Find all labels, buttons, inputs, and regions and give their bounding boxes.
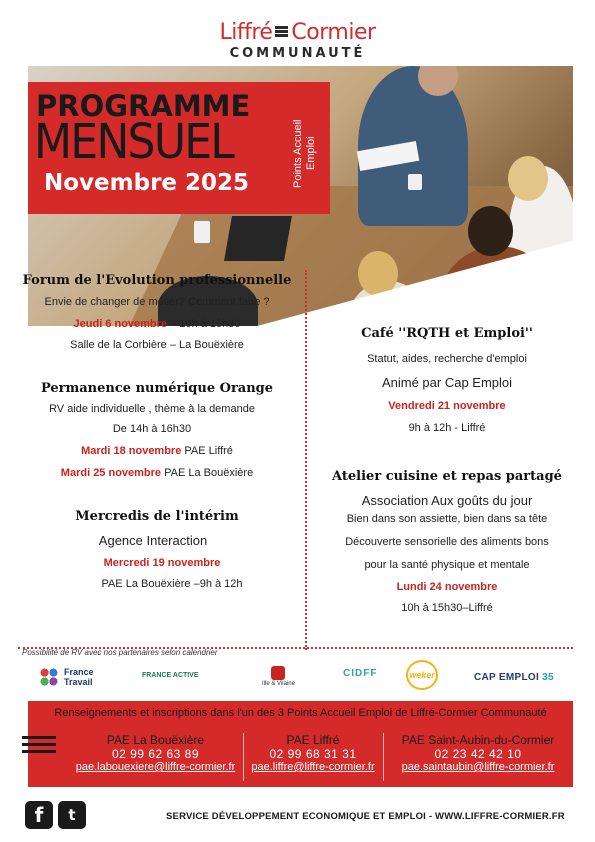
title-month: Novembre 2025 (44, 170, 250, 196)
forum-date: Jeudi 6 novembre (73, 318, 168, 330)
cafe-host: Animé par Cap Emploi (381, 375, 513, 390)
france-travail-text (64, 667, 94, 687)
interim-title: Mercredis de l'intérim (75, 509, 239, 524)
forum-place: Salle de la Corbière – La Bouëxière (70, 339, 244, 351)
atelier-desc-2: pour la santé physique et mentale (364, 559, 530, 571)
contact-title: Renseignements et inscriptions dans l'un des 3 Points Accueil Emploi de Liffré-Cormier Communauté (54, 707, 547, 719)
office-liffre (243, 733, 383, 773)
office-phone[interactable]: 02 23 42 42 10 (434, 747, 522, 761)
facebook-icon[interactable]: f (25, 801, 53, 829)
forum-title: Forum de l'Evolution professionnelle (22, 273, 292, 288)
service-footer[interactable]: SERVICE DÉVELOPPEMENT ECONOMIQUE ET EMPLOI - WWW.LIFFRE-CORMIER.FR (166, 811, 565, 822)
ille-vilaine-text: Ille & Vilaine (262, 681, 295, 687)
title-box (28, 82, 330, 214)
left-column (12, 273, 302, 590)
contact-band (28, 701, 573, 787)
column-divider (305, 270, 307, 650)
title-mensuel: MENSUEL (34, 114, 234, 170)
atelier-time: 10h à 15h30–Liffré (401, 602, 493, 614)
permanence-slot-2 (12, 467, 302, 479)
logo-communaute: COMMUNAUTÉ (229, 46, 366, 61)
weker-logo: weker (406, 660, 438, 690)
interim-date: Mercredi 19 novembre (103, 557, 221, 569)
twitter-icon[interactable]: t (58, 801, 86, 829)
title-pae-line2: Emploi (305, 136, 317, 170)
forum-datetime (12, 318, 302, 330)
cap-emploi-logo (474, 672, 554, 683)
office-saint-aubin (383, 733, 573, 773)
brand-logo (0, 20, 595, 61)
partner-logos (0, 660, 595, 698)
permanence-date-2: Mardi 25 novembre (60, 467, 162, 479)
permanence-hours: De 14h à 16h30 (112, 423, 192, 435)
permanence-place-2: PAE La Bouëxière (161, 467, 254, 479)
office-phone[interactable]: 02 99 68 31 31 (269, 747, 357, 761)
office-la-bouexiere (28, 733, 243, 773)
forum-subtitle: Envie de changer de métier? Comment faire ? (44, 296, 270, 308)
office-name: PAE Liffré (286, 733, 340, 747)
france-active-logo: FRANCE ACTIVE (142, 672, 199, 679)
france-travail-line2: Travail (64, 677, 93, 687)
atelier-desc-1: Découverte sensorielle des aliments bons (345, 536, 549, 548)
permanence-place-1: PAE Liffré (181, 445, 233, 457)
cafe-desc: Statut, aides, recherche d'emploi (367, 353, 527, 365)
office-email-link[interactable]: pae.labouexiere@liffre-cormier.fr (75, 761, 236, 773)
office-name: PAE Saint-Aubin-du-Cormier (401, 733, 555, 747)
logo-equals-icon (275, 26, 288, 37)
atelier-title: Atelier cuisine et repas partagé (332, 469, 562, 484)
forum-time: – 16h à 19h30 (167, 318, 241, 330)
ille-vilaine-icon (271, 666, 285, 680)
office-email-link[interactable]: pae.saintaubin@liffre-cormier.fr (401, 761, 555, 773)
france-travail-logo (38, 666, 94, 688)
logo-wordmark (0, 20, 595, 45)
brand-bars-icon (22, 736, 56, 754)
partner-note: Possibilité de RV avec nos partenaires selon calendrier (22, 648, 218, 657)
ille-vilaine-logo (262, 666, 295, 687)
cidff-logo: CIDFF (343, 668, 378, 679)
atelier-date: Lundi 24 novembre (396, 581, 498, 593)
cap-emploi-number: 35 (542, 672, 554, 683)
interim-agency: Agence Interaction (98, 533, 208, 548)
permanence-desc: RV aide individuelle , thème à la demande (49, 403, 255, 415)
right-column (312, 326, 582, 614)
cafe-date: Vendredi 21 novembre (388, 400, 506, 412)
atelier-assoc: Association Aux goûts du jour (361, 493, 533, 508)
office-phone[interactable]: 02 99 62 63 89 (111, 747, 200, 761)
cafe-time: 9h à 12h - Liffré (408, 422, 486, 434)
cafe-title: Café ''RQTH et Emploi'' (361, 326, 533, 341)
cap-emploi-text: CAP EMPLOI (474, 672, 540, 683)
france-travail-line1: France (64, 667, 94, 677)
title-points-accueil-emploi (282, 90, 342, 200)
permanence-date-1: Mardi 18 novembre (81, 445, 182, 457)
title-programme: PROGRAMME (36, 89, 251, 123)
permanence-title: Permanence numérique Orange (40, 381, 274, 396)
office-email-link[interactable]: pae.liffre@liffre-cormier.fr (251, 761, 375, 773)
logo-cormier: Cormier (291, 20, 376, 45)
interim-place: PAE La Bouëxière –9h à 12h (101, 578, 243, 590)
france-travail-icon (38, 666, 60, 688)
logo-liffre: Liffré (219, 20, 273, 45)
office-name: PAE La Bouëxière (106, 733, 205, 747)
permanence-slot-1 (12, 445, 302, 457)
title-pae-line1: Points Accueil (292, 119, 304, 188)
atelier-tagline: Bien dans son assiette, bien dans sa tête (346, 513, 548, 525)
